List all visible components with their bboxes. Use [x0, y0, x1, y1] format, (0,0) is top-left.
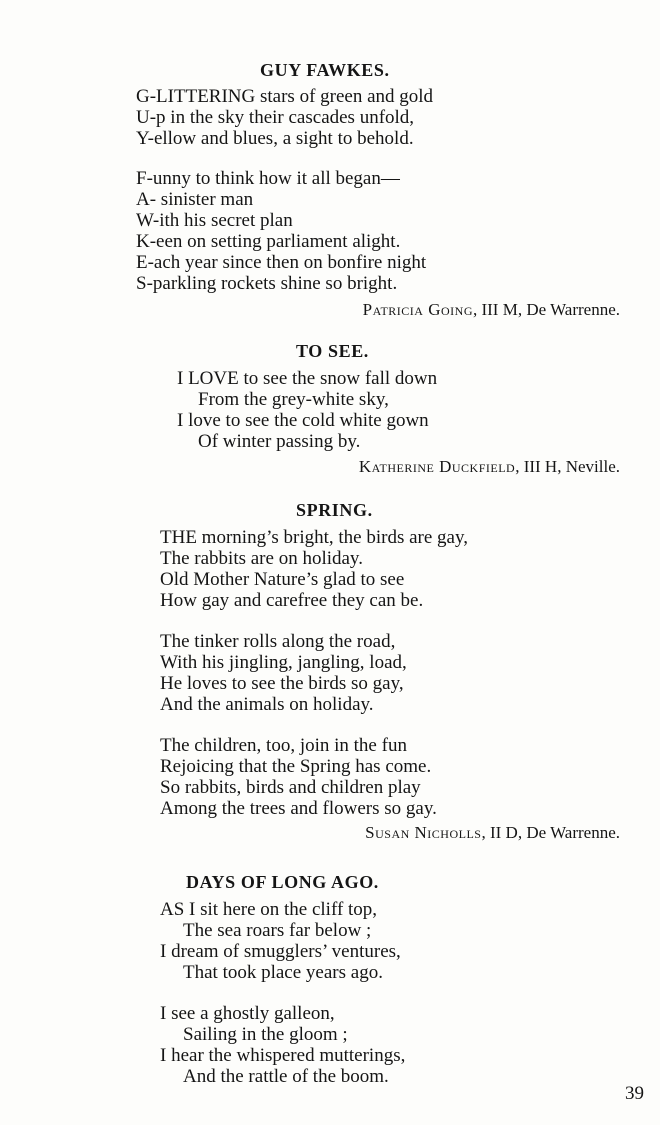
- poem-line: E-ach year since then on bonfire night: [136, 252, 427, 273]
- page-number: 39: [625, 1083, 644, 1104]
- poem-line: W-ith his secret plan: [136, 210, 293, 231]
- poem-line: And the animals on holiday.: [160, 694, 374, 715]
- poem-line: The children, too, join in the fun: [160, 735, 407, 756]
- poem-line: U-p in the sky their cascades unfold,: [136, 107, 415, 128]
- poem-line: THE morning’s bright, the birds are gay,: [160, 527, 468, 548]
- poem-line: K-een on setting parliament alight.: [136, 231, 401, 252]
- poem-credit: [363, 299, 620, 320]
- poem-line: That took place years ago.: [183, 962, 383, 983]
- poem-line: The rabbits are on holiday.: [160, 548, 363, 569]
- poem-line: The sea roars far below ;: [183, 920, 372, 941]
- poem-credit: [359, 456, 620, 477]
- poem-line: A- sinister man: [136, 189, 254, 210]
- author-form: , III M, De Warrenne.: [472, 300, 620, 319]
- poem-line: The tinker rolls along the road,: [160, 631, 396, 652]
- poem-line: I love to see the cold white gown: [177, 410, 429, 431]
- poem-line: Sailing in the gloom ;: [183, 1024, 348, 1045]
- author-name: Patricia Going: [362, 300, 473, 319]
- poem-line: G-LITTERING stars of green and gold: [136, 86, 434, 107]
- author-form: , III H, Neville.: [515, 457, 620, 476]
- poem-line: Y-ellow and blues, a sight to behold.: [136, 128, 414, 149]
- poem-line: Old Mother Nature’s glad to see: [160, 569, 405, 590]
- poem-title: TO SEE.: [296, 341, 369, 361]
- poem-line: With his jingling, jangling, load,: [160, 652, 407, 673]
- poem-line: I dream of smugglers’ ventures,: [160, 941, 401, 962]
- author-name: Katherine Duckfield: [358, 457, 516, 476]
- poem-line: I hear the whispered mutterings,: [160, 1045, 406, 1066]
- poem-line: Rejoicing that the Spring has come.: [160, 756, 432, 777]
- author-name: Susan Nicholls: [365, 823, 482, 842]
- poem-line: How gay and carefree they can be.: [160, 590, 424, 611]
- poem-line: I LOVE to see the snow fall down: [177, 368, 438, 389]
- poem-line: He loves to see the birds so gay,: [160, 673, 404, 694]
- poem-title: GUY FAWKES.: [260, 60, 390, 80]
- poem-title: DAYS OF LONG AGO.: [186, 872, 379, 892]
- poem-line: F-unny to think how it all began—: [136, 168, 400, 189]
- poem-line: S-parkling rockets shine so bright.: [136, 273, 398, 294]
- poem-line: I see a ghostly galleon,: [160, 1003, 335, 1024]
- author-form: , II D, De Warrenne.: [481, 823, 620, 842]
- poem-line: And the rattle of the boom.: [183, 1066, 389, 1087]
- poem-line: From the grey-white sky,: [198, 389, 389, 410]
- poem-line: Among the trees and flowers so gay.: [160, 798, 437, 819]
- poem-line: So rabbits, birds and children play: [160, 777, 421, 798]
- poem-title: SPRING.: [296, 500, 373, 520]
- poem-credit: [365, 822, 620, 843]
- poem-line: AS I sit here on the cliff top,: [160, 899, 378, 920]
- poem-line: Of winter passing by.: [198, 431, 361, 452]
